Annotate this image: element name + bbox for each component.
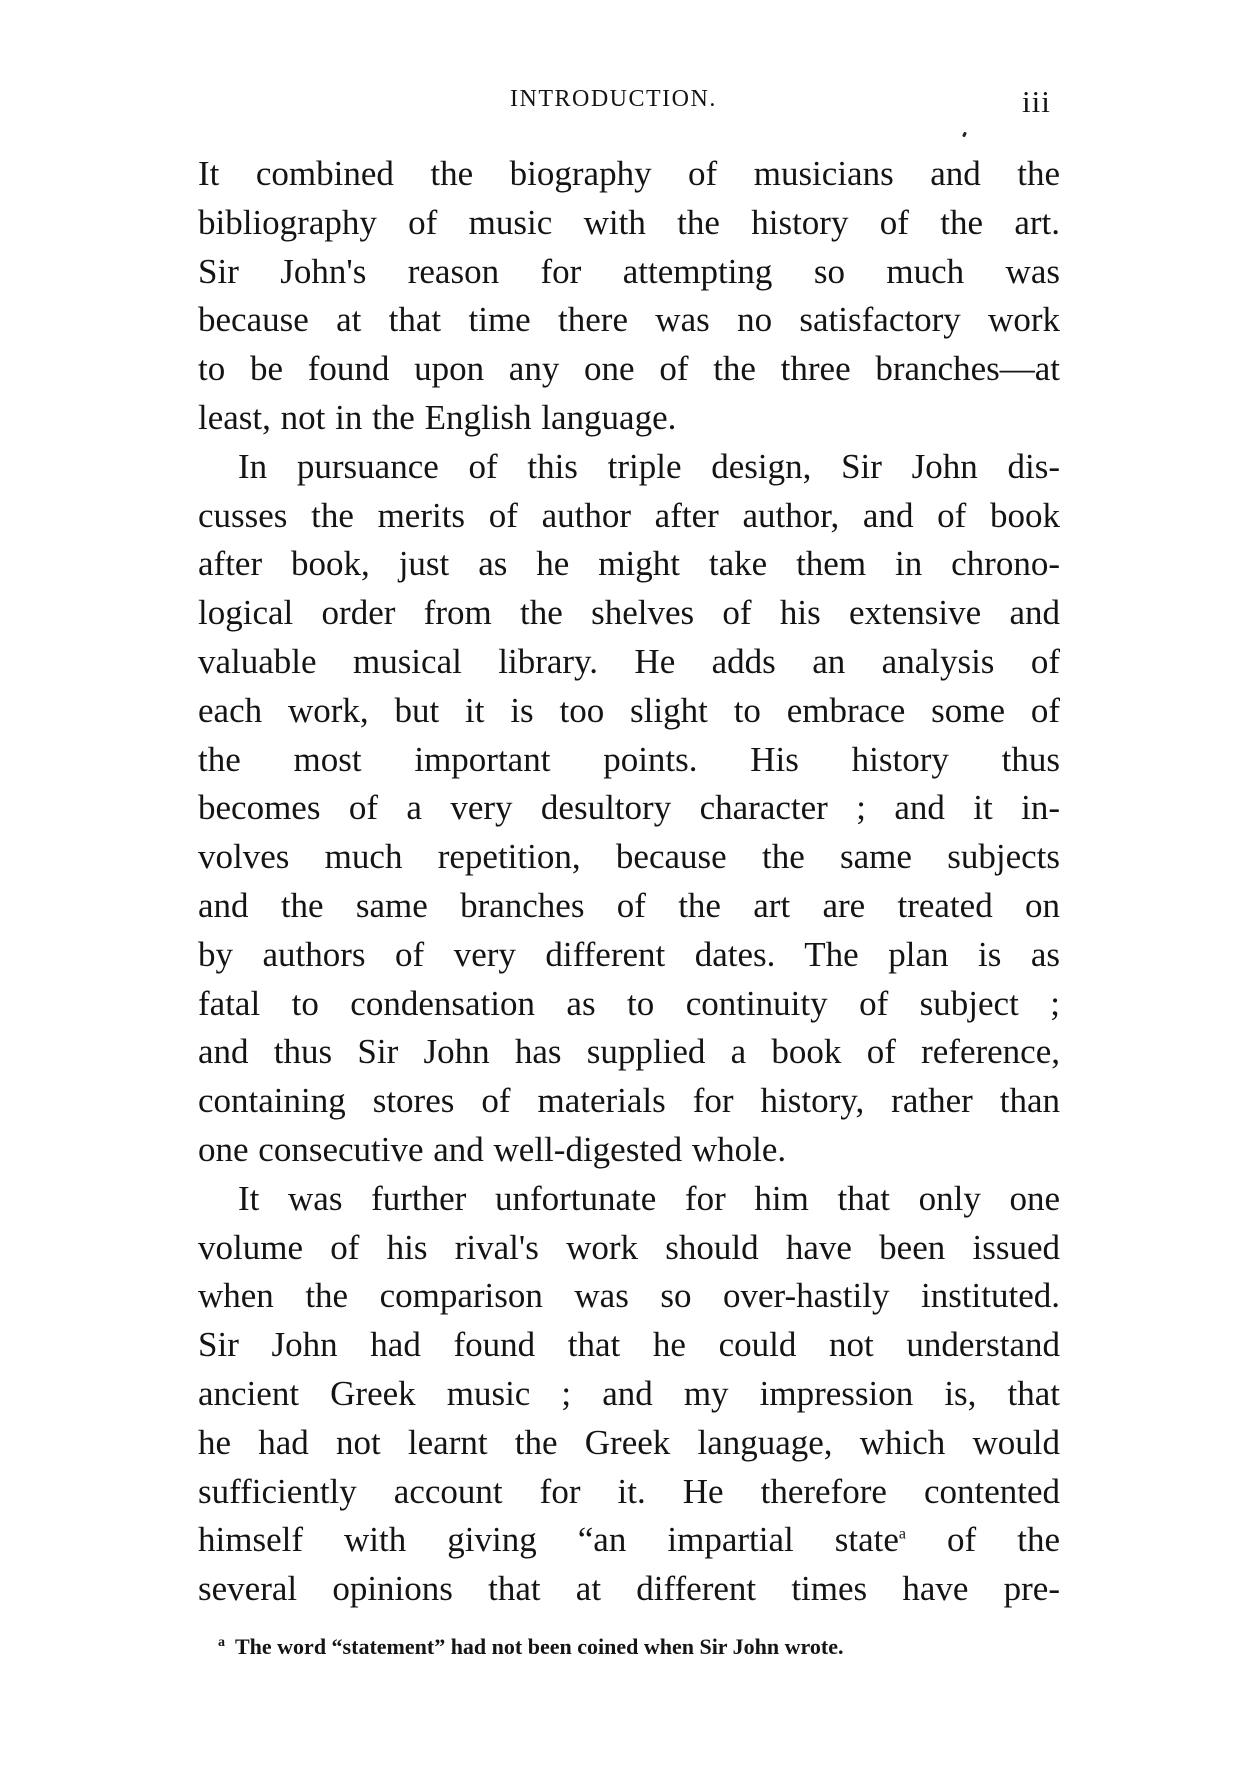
page-number: iii — [1022, 84, 1051, 119]
text-line: In pursuance of this triple design, Sir John dis- — [238, 446, 1060, 486]
line-text-tail: of the — [906, 1520, 1060, 1560]
text-line: logical order from the shelves of his extensive and — [198, 593, 1060, 633]
paragraph — [198, 150, 1060, 443]
text-line: cusses the merits of author after author, and of book — [198, 495, 1060, 535]
footnote — [218, 1634, 1038, 1660]
text-line: Sir John's reason for attempting so much was — [198, 251, 1060, 291]
text-line: after book, just as he might take them in chrono- — [198, 544, 1060, 584]
text-line: ancient Greek music ; and my impression is, that — [198, 1373, 1060, 1413]
text-line: and thus Sir John has supplied a book of reference, — [198, 1032, 1060, 1072]
text-line: when the comparison was so over-hastily instituted. — [198, 1276, 1060, 1316]
text-line: Sir John had found that he could not understand — [198, 1325, 1060, 1365]
text-line: volves much repetition, because the same subjects — [198, 837, 1060, 877]
text-line: It combined the biography of musicians and the — [198, 154, 1060, 193]
text-line: because at that time there was no satisfactory work — [198, 300, 1060, 340]
footnote-ref: a — [898, 1525, 906, 1543]
text-line: becomes of a very desultory character ; and it in- — [198, 788, 1060, 828]
paragraph — [198, 443, 1060, 1175]
body-text — [198, 150, 1060, 1614]
text-line: least, not in the English language. — [198, 397, 677, 437]
text-line: several opinions that at different times have pre- — [198, 1569, 1060, 1609]
text-line: It was further unfortunate for him that only one — [238, 1178, 1060, 1218]
text-line: bibliography of music with the history of the art. — [198, 202, 1060, 242]
text-line: by authors of very different dates. The plan is as — [198, 934, 1060, 974]
text-line: one consecutive and well-digested whole. — [198, 1129, 787, 1169]
text-line: fatal to condensation as to continuity of subject ; — [198, 983, 1060, 1023]
print-speck — [962, 132, 967, 138]
running-title: INTRODUCTION. — [510, 86, 717, 112]
text-line: valuable musical library. He adds an analysis of — [198, 641, 1060, 681]
footnote-mark: a — [218, 1634, 225, 1650]
text-line: containing stores of materials for history, rather than — [198, 1081, 1060, 1121]
text-line: and the same branches of the art are treated on — [198, 885, 1060, 925]
running-head — [0, 84, 1259, 124]
text-line-with-footnote-ref — [198, 1516, 1060, 1565]
line-text: himself with giving “an impartial state — [198, 1520, 899, 1560]
text-line: each work, but it is too slight to embrace some of — [198, 690, 1060, 730]
text-line: the most important points. His history thus — [198, 739, 1060, 779]
paragraph — [198, 1175, 1060, 1614]
text-line: volume of his rival's work should have been issued — [198, 1227, 1060, 1267]
text-line: to be found upon any one of the three branches—at — [198, 349, 1060, 389]
footnote-text: The word “statement” had not been coined when Sir John wrote. — [235, 1634, 844, 1659]
text-line: sufficiently account for it. He therefore contented — [198, 1471, 1060, 1511]
text-line: he had not learnt the Greek language, which would — [198, 1422, 1060, 1462]
